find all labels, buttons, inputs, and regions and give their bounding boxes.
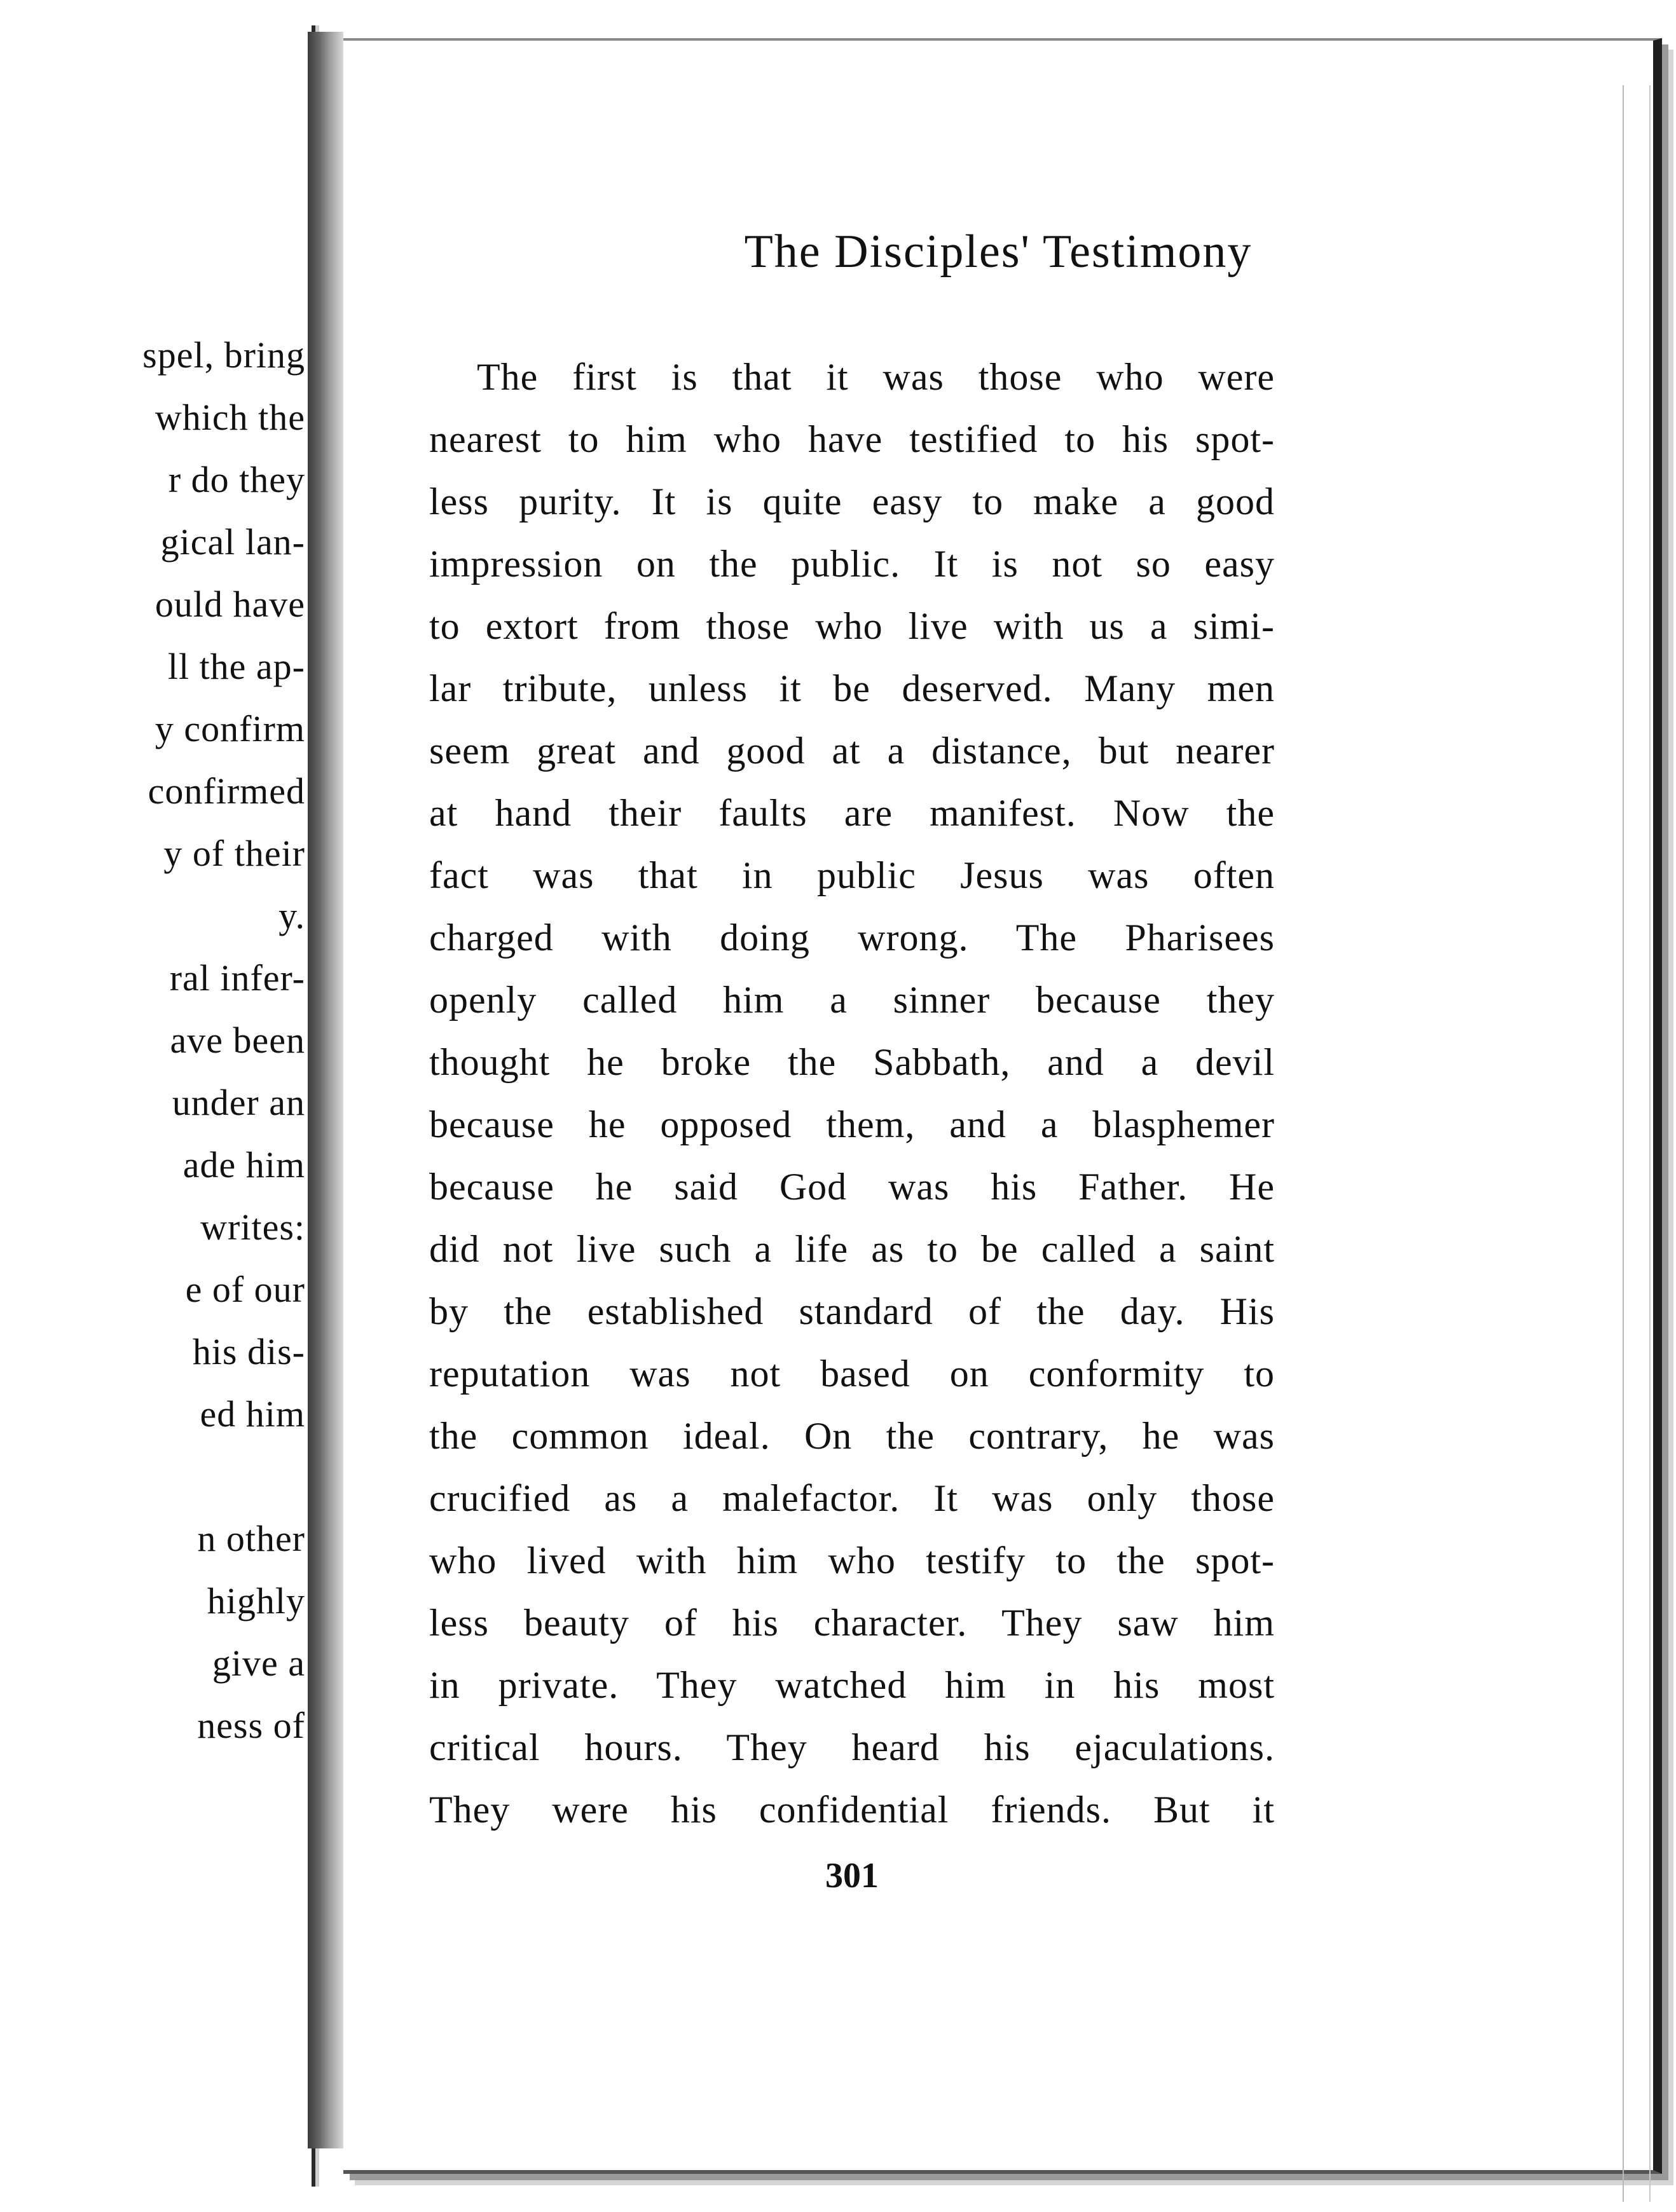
page-number: 301 <box>825 1856 879 1895</box>
left-text-line: give a <box>212 1642 305 1684</box>
left-text-line: r do they <box>168 459 305 500</box>
left-text-line: e of our <box>185 1269 305 1310</box>
text-line: charged with doing wrong. The Pharisees <box>429 917 1275 959</box>
left-text-line: n other <box>197 1518 305 1559</box>
text-line: in private. They watched him in his most <box>429 1664 1275 1706</box>
text-line: by the established standard of the day. His <box>429 1290 1275 1332</box>
left-text-line: ed him <box>200 1393 305 1435</box>
left-text-line: which the <box>155 397 305 438</box>
text-line: less beauty of his character. They saw him <box>429 1602 1275 1644</box>
running-head: The Disciples' Testimony <box>744 226 1253 278</box>
left-text-line: y of their <box>163 833 305 874</box>
text-line: impression on the public. It is not so easy <box>429 543 1275 585</box>
text-line: They were his confidential friends. But it <box>429 1789 1275 1831</box>
left-text-line: gical lan- <box>160 521 305 563</box>
text-line: critical hours. They heard his ejaculations. <box>429 1726 1275 1768</box>
page-edge-lines <box>1623 85 1651 2202</box>
left-text-line: spel, bring <box>142 334 305 376</box>
text-line: crucified as a malefactor. It was only those <box>429 1477 1275 1519</box>
left-text-line: ll the ap- <box>167 646 305 687</box>
text-line: at hand their faults are manifest. Now the <box>429 792 1275 834</box>
left-text-line <box>0 1445 308 1508</box>
book-gutter-shadow <box>308 32 343 2148</box>
left-page-text <box>0 324 308 1757</box>
left-text-line: ade him <box>182 1144 305 1185</box>
left-text-line: y confirm <box>155 708 305 749</box>
text-line: the common ideal. On the contrary, he was <box>429 1415 1275 1457</box>
left-text-line: his dis- <box>192 1331 305 1372</box>
left-text-line: confirmed <box>148 770 305 812</box>
text-line: seem great and good at a distance, but nearer <box>429 730 1275 772</box>
left-text-line: under an <box>172 1082 305 1123</box>
text-line: nearest to him who have testified to his spot- <box>429 418 1275 460</box>
body-text <box>429 346 1275 1841</box>
left-text-line: ral infer- <box>169 957 305 999</box>
text-line: less purity. It is quite easy to make a good <box>429 481 1275 522</box>
left-facing-page <box>0 25 315 2187</box>
left-text-line: writes: <box>200 1206 305 1248</box>
left-text-line: ould have <box>155 584 305 625</box>
text-line: because he said God was his Father. He <box>429 1166 1275 1208</box>
left-text-line: ness of <box>197 1705 305 1746</box>
text-line: because he opposed them, and a blasphemer <box>429 1103 1275 1145</box>
left-text-line: ave been <box>170 1020 305 1061</box>
right-page <box>343 38 1662 2174</box>
text-line: openly called him a sinner because they <box>429 979 1275 1021</box>
text-line: to extort from those who live with us a simi- <box>429 605 1275 647</box>
left-text-line: y. <box>278 895 305 936</box>
left-text-line: highly <box>207 1580 305 1621</box>
text-line: lar tribute, unless it be deserved. Many men <box>429 667 1275 709</box>
text-line: reputation was not based on conformity to <box>429 1353 1275 1395</box>
text-line: did not live such a life as to be called a saint <box>429 1228 1275 1270</box>
text-line: The first is that it was those who were <box>477 356 1275 398</box>
text-line: who lived with him who testify to the spot- <box>429 1540 1275 1581</box>
text-line: fact was that in public Jesus was often <box>429 854 1275 896</box>
text-line: thought he broke the Sabbath, and a devil <box>429 1041 1275 1083</box>
